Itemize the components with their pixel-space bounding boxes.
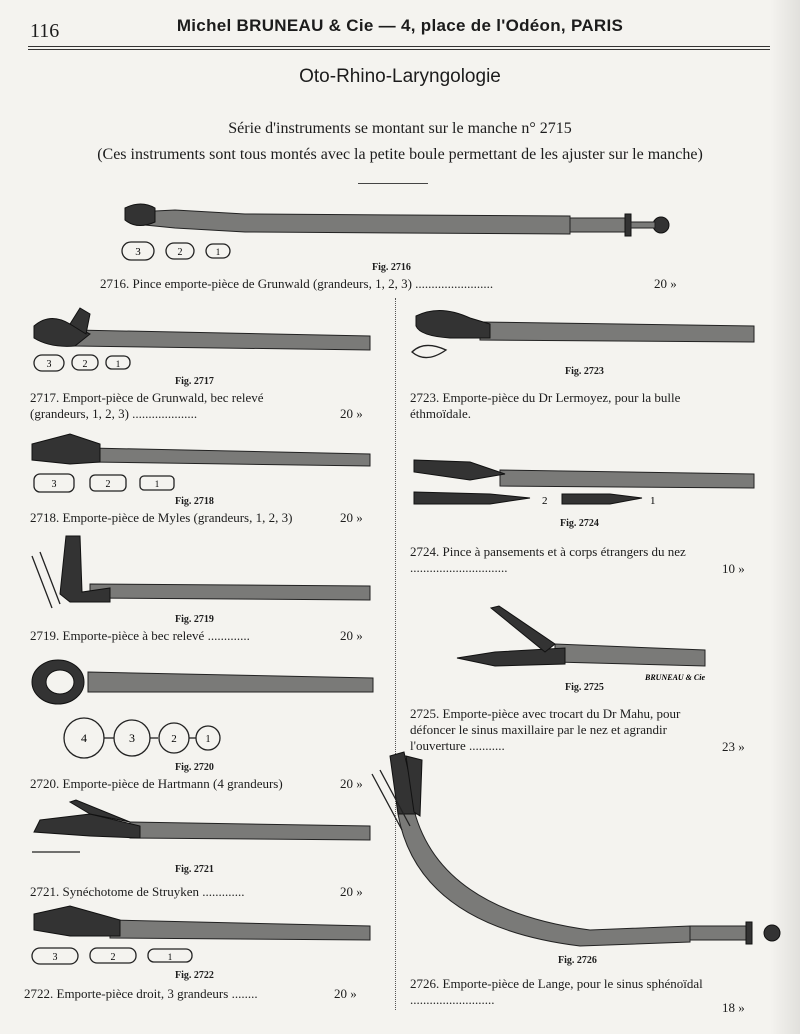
item-2726-price: 18 »: [722, 1000, 745, 1015]
item-2724-price: 10 »: [722, 561, 745, 576]
instrument-fig-2725: [455, 604, 715, 684]
item-2725-price: 23 »: [722, 739, 745, 754]
item-2716-text: 2716. Pince emporte-pièce de Grunwald (grandeurs, 1, 2, 3) ........................: [100, 276, 494, 291]
item-2719-text: 2719. Emporte-pièce à bec relevé .............: [30, 628, 250, 643]
size-mark-3: 3: [135, 246, 141, 258]
svg-text:1: 1: [205, 734, 211, 745]
instrument-fig-2724: [410, 446, 760, 516]
instrument-fig-2723: [410, 304, 760, 364]
item-2718-text: 2718. Emporte-pièce de Myles (grandeurs, 1, 2, 3): [30, 510, 293, 525]
size-mark-2724-2: 2: [542, 495, 548, 507]
item-2721-price: 20 »: [340, 884, 363, 899]
svg-text:3: 3: [52, 952, 58, 963]
series-line: Série d'instruments se montant sur le manche n° 2715: [228, 120, 572, 137]
item-2720-text: 2720. Emporte-pièce de Hartmann (4 grandeurs): [30, 776, 283, 791]
svg-text:1: 1: [167, 952, 173, 962]
instrument-fig-2720: [28, 652, 378, 762]
item-2722-text: 2722. Emporte-pièce droit, 3 grandeurs ........: [24, 986, 258, 1001]
size-gauge-2720: [64, 718, 220, 758]
fig-label-2719: Fig. 2719: [175, 614, 214, 625]
item-2718-price: 20 »: [340, 510, 363, 525]
item-2717-text: 2717. Emport-pièce de Grunwald, bec relevé (grandeurs, 1, 2, 3) ....................: [30, 390, 264, 421]
size-gauge-2717: [32, 353, 142, 373]
item-2724-text: 2724. Pince à pansements et à corps étrangers du nez ..............................: [410, 544, 686, 575]
svg-text:3: 3: [129, 731, 135, 745]
publisher-header: Michel BRUNEAU & Cie — 4, place de l'Odéon, PARIS: [176, 16, 624, 35]
fig-label-2725: Fig. 2725: [565, 682, 604, 693]
instrument-fig-2721: [30, 798, 375, 858]
size-mark-2: 2: [177, 247, 183, 258]
fig-label-2722: Fig. 2722: [175, 970, 214, 981]
fig-label-2723: Fig. 2723: [565, 366, 604, 377]
instrument-fig-2722: [30, 900, 375, 970]
svg-text:2: 2: [171, 733, 177, 745]
page-number: 116: [30, 20, 60, 42]
engraving-mark: BRUNEAU & Cie: [645, 673, 706, 682]
instrument-fig-2726: [370, 750, 790, 960]
svg-text:4: 4: [81, 731, 87, 745]
svg-text:1: 1: [154, 479, 160, 489]
series-note: (Ces instruments sont tous montés avec la petite boule permettant de les ajuster sur le manche): [97, 146, 703, 163]
size-gauge-2722: [32, 948, 192, 964]
fig-label-2718: Fig. 2718: [175, 496, 214, 507]
svg-text:2: 2: [82, 359, 88, 370]
fig-label-2721: Fig. 2721: [175, 864, 214, 875]
svg-text:3: 3: [46, 359, 52, 370]
item-2725-text: 2725. Emporte-pièce avec trocart du Dr Mahu, pour défoncer le sinus maxillaire par le nez et agrandir l'ouverture ...........: [410, 706, 681, 753]
header-rule: [28, 46, 770, 50]
item-2721-text: 2721. Synéchotome de Struyken .............: [30, 884, 245, 899]
section-title: Oto-Rhino-Laryngologie: [299, 66, 501, 87]
item-2717-price: 20 »: [340, 406, 363, 421]
item-2726-text: 2726. Emporte-pièce de Lange, pour le sinus sphénoïdal ..........................: [410, 976, 703, 1007]
instrument-fig-2719: [30, 534, 375, 614]
item-2720-price: 20 »: [340, 776, 363, 791]
svg-text:1: 1: [115, 359, 121, 369]
size-mark-2724-1: 1: [650, 495, 656, 507]
item-2719-price: 20 »: [340, 628, 363, 643]
size-mark-1: 1: [215, 247, 221, 257]
item-2723-text: 2723. Emporte-pièce du Dr Lermoyez, pour la bulle éthmoïdale.: [410, 390, 681, 421]
item-2722-price: 20 »: [334, 986, 357, 1001]
fig-label-2717: Fig. 2717: [175, 376, 214, 387]
item-2716-price: 20 »: [654, 276, 677, 291]
size-gauge-2716: [120, 240, 240, 262]
separator-rule: [358, 183, 428, 184]
fig-label-2720: Fig. 2720: [175, 762, 214, 773]
svg-text:2: 2: [110, 952, 116, 963]
svg-text:2: 2: [105, 479, 111, 490]
fig-label-2724: Fig. 2724: [560, 518, 599, 529]
fig-label-2726: Fig. 2726: [558, 955, 597, 966]
svg-text:3: 3: [51, 479, 57, 490]
fig-label-2716: Fig. 2716: [372, 262, 411, 273]
size-gauge-2718: [32, 472, 182, 494]
instrument-fig-2718: [30, 430, 375, 470]
